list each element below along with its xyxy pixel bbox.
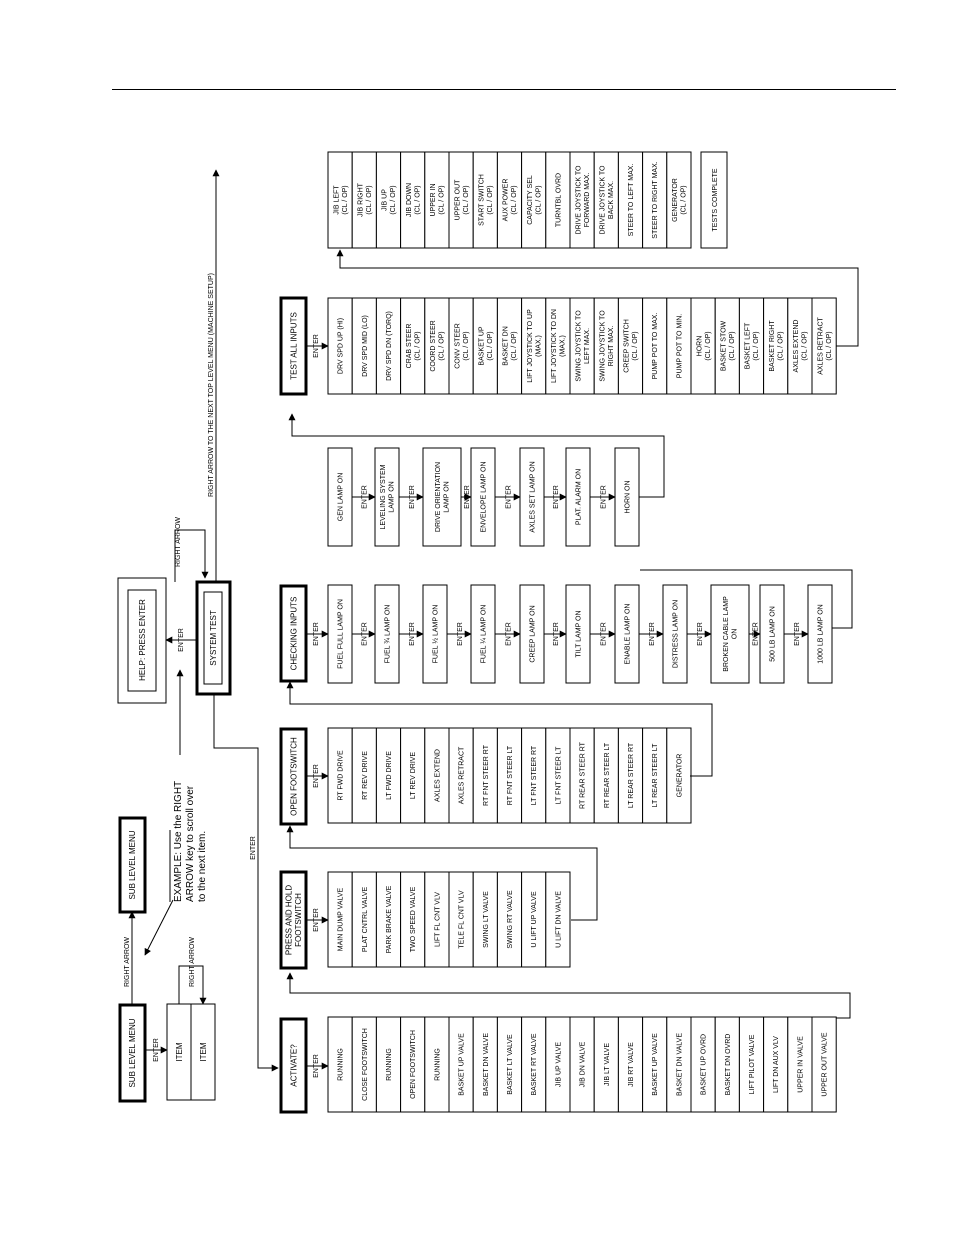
activate-header-label: ACTIVATE?	[289, 1044, 299, 1087]
last-item-label-line-2: FORWARD MAX.	[583, 172, 591, 228]
open-footswitch-item-label: AXLES RETRACT	[458, 746, 466, 805]
open-footswitch-item-label: LT REV DRIVE	[410, 751, 418, 800]
last-item-label-line-2: (CL / OP)	[535, 185, 543, 215]
activate-item-label: JIB LT VALVE	[603, 1042, 611, 1087]
checking-inputs-2-enter-label-6: ENTER	[600, 485, 608, 509]
test-all-inputs-item-label-line-2: (CL / OP)	[704, 331, 712, 361]
open-footswitch-item-label: LT FWD DRIVE	[385, 751, 393, 800]
example-line-1: EXAMPLE: Use the RIGHT	[173, 780, 184, 902]
checking-inputs-2-enter-label-3: ENTER	[464, 485, 471, 509]
press-hold-item-label: U LIFT DN VALVE	[555, 891, 563, 948]
enter-label-2: ENTER	[178, 628, 185, 652]
system-test-label: SYSTEM TEST	[209, 610, 218, 666]
last-item-label-line-2: BACK MAX.	[608, 180, 615, 220]
last-item-label-line-1: JIB UP	[381, 189, 389, 211]
menu-columns	[281, 152, 858, 1112]
checking-inputs-enter-label-6: ENTER	[600, 622, 608, 646]
last-item-label-line-1: JIB DOWN	[405, 182, 413, 218]
test-all-inputs-item-label-line-2: LEFT MAX.	[583, 327, 591, 365]
last-item-label-line-2: (CL / OP)	[438, 185, 446, 215]
test-all-inputs-item-label: PUMP POT TO MIN.	[676, 313, 684, 379]
open-footswitch-header-label: OPEN FOOTSWITCH	[289, 737, 299, 816]
checking-inputs-enter-label-7: ENTER	[649, 622, 656, 646]
test-all-inputs-item-label: DRV SPD MID (LO)	[361, 315, 369, 377]
test-all-inputs-item-label-line-1: SWING JOYSTICK TO	[575, 310, 583, 382]
test-all-inputs-item-label-line-2: (CL / OP)	[487, 331, 494, 361]
press-hold-item-label: TELE FL CNT VLV	[458, 890, 466, 949]
example-line-2: ARROW key to scroll over	[185, 785, 196, 902]
press-hold-item-label: TWO SPEED VALVE	[410, 886, 418, 953]
test-all-inputs-item-label-line-1: BASKET RIGHT	[768, 320, 776, 372]
test-all-inputs-item-label-line-2: RIGHT MAX.	[608, 325, 615, 367]
checking-inputs-2-item-label: GEN LAMP ON	[337, 472, 345, 522]
checking-inputs-2-item-label-line-2: LAMP ON	[443, 481, 451, 513]
last-item-label-line-1: CAPACITY SEL	[526, 175, 534, 225]
test-all-inputs-item-label-line-1: SWING JOYSTICK TO	[599, 310, 607, 382]
checking-inputs-item-label: DISTRESS LAMP ON	[672, 599, 680, 669]
open-footswitch-item-label: LT FNT STEER LT	[555, 746, 563, 805]
enter-label-3: ENTER	[250, 836, 257, 860]
checking-inputs-2-enter-label-4: ENTER	[505, 485, 513, 509]
right-arrow-label-2: RIGHT ARROW	[189, 936, 196, 988]
open-footswitch-item-label: RT REAR STEER LT	[603, 742, 611, 809]
test-all-inputs-item-label-line-2: (CL / OP)	[414, 331, 422, 361]
last-item-label-line-2: (CL / OP)	[680, 185, 688, 215]
activate-item-label: BASKET LT VALVE	[506, 1034, 514, 1095]
checking-inputs-enter-label-4: ENTER	[505, 622, 513, 646]
last-item-label-line-1: JIB LEFT	[333, 185, 341, 215]
open-footswitch-item-label: LT REAR STEER RT	[628, 742, 635, 809]
last-item-label-line-2: (CL / OP)	[414, 185, 422, 215]
checking-inputs-2-item-label-line-1: DRIVE ORIENTATION	[435, 461, 443, 533]
open-footswitch-item-label: RT REV DRIVE	[361, 751, 369, 800]
activate-item-label: BASKET UP VALVE	[458, 1033, 466, 1096]
last-item-label-line-1: UPPER OUT	[454, 179, 462, 221]
open-footswitch-item-label: LT REAR STEER LT	[652, 743, 660, 808]
checking-inputs-2-enter-label-5: ENTER	[553, 485, 560, 509]
test-all-inputs-item-label-line-2: (MAX.)	[535, 335, 543, 357]
last-item-label-line-1: DRIVE JOYSTICK TO	[575, 165, 583, 235]
press-hold-header-label-line-1: PRESS AND HOLD	[284, 884, 294, 956]
activate-item-label: RUNNING	[434, 1048, 442, 1081]
checking-inputs-item-label: FUEL ¼ LAMP ON	[480, 604, 488, 664]
activate-item-label: JIB DN VALVE	[579, 1041, 587, 1088]
test-all-inputs-item-label-line-2: (MAX.)	[559, 335, 567, 357]
activate-item-label: BASKET RT VALVE	[531, 1033, 539, 1096]
example-note	[173, 781, 208, 902]
checking-inputs-enter-label-9: ENTER	[752, 622, 760, 646]
test-all-inputs-item-label-line-1: CREEP SWITCH	[623, 319, 631, 373]
test-all-inputs-item-label-line-2: (CL / OP)	[825, 331, 833, 361]
test-all-inputs-item-label: PUMP POT TO MAX.	[652, 312, 660, 380]
last-item-label-line-2: (CL / OP)	[462, 185, 470, 215]
press-hold-enter-label: ENTER	[313, 908, 320, 932]
checking-inputs-2-enter-label-2: ENTER	[409, 485, 416, 509]
test-all-inputs-item-label-line-1: CRAB STEER	[405, 323, 413, 369]
activate-to-press-hold-arrow	[290, 973, 850, 1018]
test-all-inputs-item-label-line-2: (CL / OP)	[511, 331, 519, 361]
checking-inputs-header-label: CHECKING INPUTS	[289, 596, 299, 671]
test-all-inputs-item-label-line-1: COORD STEER	[430, 320, 438, 372]
open-footswitch-item-label: RT FNT STEER LT	[506, 745, 514, 806]
activate-item-label: BASKET DN VALVE	[676, 1032, 684, 1097]
activate-item-label: OPEN FOOTSWITCH	[410, 1030, 418, 1099]
next-top-level-label: RIGHT ARROW TO THE NEXT TOP LEVEL MENU (MACHINE SETUP)	[208, 273, 215, 497]
checking-inputs-item-label-line-2: ON	[731, 628, 739, 640]
open-footswitch-item-label: AXLES EXTEND	[434, 749, 442, 802]
checking-inputs-enter-label-3: ENTER	[457, 622, 464, 646]
sub-level-menu-label-1: SUB LEVEL MENU	[128, 1018, 137, 1088]
test-all-inputs-item-label-line-1: BASKET DN	[502, 326, 510, 366]
press-hold-header-label-line-2: FOOTSWITCH	[294, 893, 304, 947]
press-hold-item-label: PLAT CNTRL VALVE	[361, 886, 369, 953]
open-footswitch-item-label: RT REAR STEER RT	[579, 742, 587, 809]
press-hold-item-label: SWING LT VALVE	[482, 891, 490, 948]
checking-inputs-enter-label: ENTER	[313, 622, 320, 646]
checking-inputs-item-label: TILT LAMP ON	[575, 610, 583, 658]
activate-item-label: BASKET DN OVRD	[724, 1033, 732, 1096]
checking-inputs-enter-label-5: ENTER	[553, 622, 560, 646]
open-footswitch-item-label: RT FNT STEER RT	[482, 745, 490, 806]
enter-label-1: ENTER	[153, 1038, 160, 1062]
checking-inputs-enter-label-2: ENTER	[409, 622, 416, 646]
checking-inputs-enter-label-1: ENTER	[361, 622, 369, 646]
tests-complete-label: TESTS COMPLETE	[712, 168, 719, 232]
checking-inputs-item-label: CREEP LAMP ON	[529, 605, 537, 663]
press-hold-item-label: U LIFT UP VALVE	[531, 891, 539, 948]
test-all-inputs-item-label-line-2: (CL / OP)	[438, 331, 446, 361]
checking-inputs-item-label: FUEL FULL LAMP ON	[337, 599, 345, 669]
example-leader	[145, 900, 173, 955]
test-all-inputs-item-label-line-2: (CL / OP)	[632, 331, 640, 361]
checking-inputs-2-item-label: HORN ON	[624, 480, 632, 514]
example-line-3: to the next item.	[197, 830, 208, 902]
checking-inputs-item-label-line-1: BROKEN CABLE LAMP	[723, 596, 731, 672]
enter-line-3	[214, 694, 278, 1068]
last-item-label: STEER TO LEFT MAX.	[628, 163, 635, 237]
item-label-2: ITEM	[199, 1042, 208, 1062]
test-all-inputs-item-label-line-1: BASKET UP	[478, 326, 486, 366]
last-item-label-line-2: (CL / OP)	[511, 185, 519, 215]
test-all-inputs-item-label-line-1: CONV STEER	[454, 323, 462, 369]
activate-item-label: BASKET UP VALVE	[652, 1033, 660, 1096]
activate-item-label: UPPER OUT VALVE	[821, 1032, 829, 1097]
open-footswitch-enter-label: ENTER	[313, 764, 320, 788]
test-all-inputs-item-label-line-1: LIFT JOYSTICK TO DN	[551, 309, 559, 383]
checking-inputs-enter-label-8: ENTER	[697, 622, 704, 646]
last-item-label-line-1: DRIVE JOYSTICK TO	[599, 165, 607, 235]
last-item-label-line-2: (CL / OP)	[390, 185, 398, 215]
open-footswitch-item-label: GENERATOR	[676, 753, 684, 798]
checking-inputs-item-label: ENABLE LAMP ON	[624, 603, 632, 665]
test-all-inputs-item-label-line-1: LIFT JOYSTICK TO UP	[526, 309, 534, 383]
test-all-inputs-item-label-line-1: BASKET STOW	[720, 320, 728, 372]
press-hold-item-label: PARK BRAKE VALVE	[385, 885, 393, 954]
activate-item-label: RUNNING	[385, 1048, 393, 1081]
checking-inputs-item-label: FUEL ¾ LAMP ON	[384, 604, 392, 664]
press-hold-item-label: MAIN DUMP VALVE	[337, 887, 345, 952]
activate-item-label: RUNNING	[337, 1048, 345, 1081]
activate-item-label: LIFT PILOT VALVE	[749, 1034, 756, 1095]
checking-inputs-2-item-label: AXLES SET LAMP ON	[529, 461, 537, 533]
open-footswitch-item-label: RT FWD DRIVE	[337, 750, 345, 801]
last-item-label-line-1: GENERATOR	[672, 178, 680, 222]
activate-item-label: BASKET UP OVRD	[700, 1033, 708, 1096]
activate-item-label: JIB UP VALVE	[555, 1041, 563, 1088]
test-all-inputs-item-label: DRV SPD UP (HI)	[337, 317, 345, 375]
press-hold-item-label: LIFT FL CNT VLV	[434, 892, 442, 947]
sub-level-menu-label-2: SUB LEVEL MENU	[128, 830, 137, 900]
last-item-label-line-2: (CL / OP)	[341, 185, 349, 215]
checking-inputs-2-item-label: ENVELOPE LAMP ON	[480, 461, 488, 533]
activate-item-label: BASKET DN VALVE	[482, 1032, 490, 1097]
checking-inputs-2-enter-label-1: ENTER	[361, 485, 369, 509]
last-item-label-line-1: JIB RIGHT	[357, 183, 365, 217]
checking-inputs-enter-label-10: ENTER	[794, 622, 801, 646]
press-hold-item-label: SWING RT VALVE	[506, 890, 514, 949]
checking-inputs-2-item-label-line-1: LEVELING SYSTEM	[380, 464, 388, 530]
last-item-label-line-1: UPPER IN	[430, 183, 438, 217]
activate-item-label: CLOSE FOOTSWITCH	[361, 1028, 369, 1101]
test-all-inputs-item-label-line-1: AXLES RETRACT	[817, 317, 825, 375]
last-item-label: TURNTBL OVRD	[555, 172, 563, 228]
test-all-inputs-enter-label: ENTER	[313, 334, 320, 358]
activate-item-label: UPPER IN VALVE	[797, 1036, 805, 1093]
activate-enter-label: ENTER	[313, 1054, 320, 1078]
checking-inputs-item-label: 1000 LB LAMP ON	[817, 604, 825, 664]
test-all-inputs-item-label-line-2: (CL / OP)	[729, 331, 736, 361]
open-footswitch-item-label: LT FNT STEER RT	[531, 745, 539, 806]
right-arrow-label-3: RIGHT ARROW	[175, 516, 182, 568]
activate-item-label: JIB RT VALVE	[628, 1042, 635, 1087]
test-all-inputs-item-label-line-1: AXLES EXTEND	[793, 319, 801, 373]
last-item-label-line-1: START SWITCH	[478, 174, 486, 226]
test-all-inputs-item-label-line-2: (CL / OP)	[462, 331, 470, 361]
right-arrow-label-1: RIGHT ARROW	[124, 936, 131, 988]
checking-inputs-item-label: 500 LB LAMP ON	[769, 606, 777, 662]
test-all-inputs-item-label-line-1: BASKET LEFT	[744, 322, 752, 370]
last-item-label: STEER TO RIGHT MAX.	[652, 161, 660, 239]
test-all-inputs-item-label-line-1: HORN	[696, 335, 704, 357]
activate-item-label: LIFT DN AUX VLV	[773, 1036, 781, 1093]
checking-inputs-2-item-label-line-2: LAMP ON	[388, 481, 396, 513]
last-item-label-line-1: AUX POWER	[502, 178, 510, 222]
item-label-1: ITEM	[175, 1042, 184, 1062]
test-all-inputs-item-label: DRV SPD DN (TORQ)	[385, 311, 393, 381]
last-item-label-line-2: (CL / OP)	[366, 185, 373, 215]
test-all-inputs-item-label-line-2: (CL / OP)	[777, 331, 785, 361]
checking-inputs-item-label: FUEL ½ LAMP ON	[432, 604, 440, 664]
test-all-inputs-header-label: TEST ALL INPUTS	[289, 312, 299, 380]
help-label: HELP: PRESS ENTER	[138, 599, 147, 681]
test-all-inputs-item-label-line-2: (CL / OP)	[801, 331, 809, 361]
test-all-inputs-item-label-line-2: (CL / OP)	[753, 331, 761, 361]
last-item-label-line-2: (CL / OP)	[487, 185, 494, 215]
checking-inputs-2-item-label: PLAT. ALARM ON	[575, 468, 583, 526]
